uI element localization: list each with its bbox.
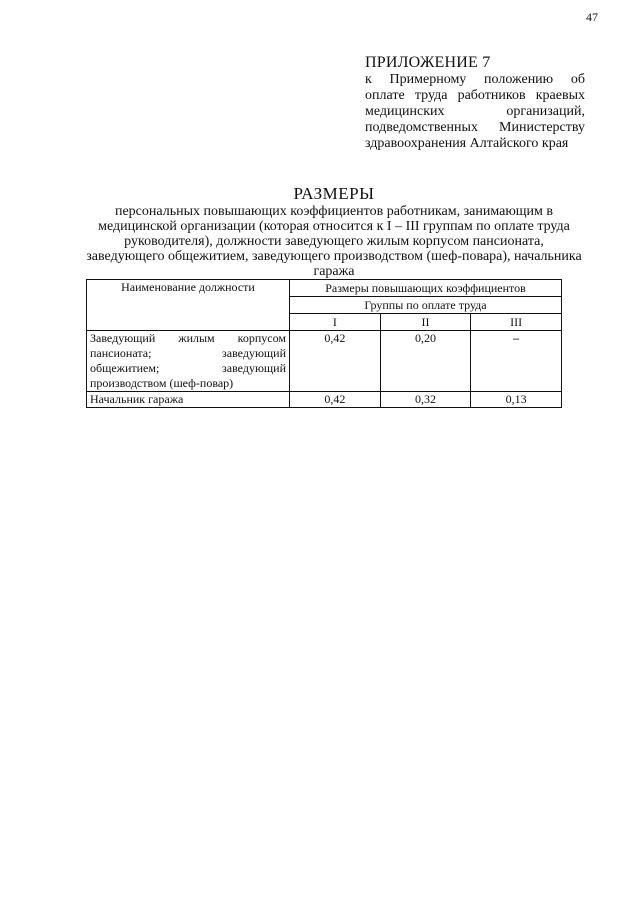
table-header-row [87,280,562,297]
document-heading [86,184,582,279]
row-value-group-3: 0,13 [471,392,562,408]
header-sizes: Размеры повышающих коэффициентов [290,280,562,297]
row-value-group-3: – [471,331,562,392]
heading-subtitle: персональных повышающих коэффициентов работникам, занимающим в медицинской организации (которая относится к I – III группам по оплате труда руководителя), должности заведующего жилым корпусом пансионата, заведующего общежитием, заведующего производством (шеф-повара), начальника гаража [86,204,582,279]
page-number: 47 [586,10,598,24]
row-value-group-1: 0,42 [290,392,381,408]
row-position-name: Заведующий жилым корпусом пансионата; заведующий общежитием; заведующий производством (шеф-повар) [87,331,290,392]
table-row [87,392,562,408]
header-group-2: II [380,314,471,331]
header-group-3: III [471,314,562,331]
appendix-block [365,53,585,152]
header-groups: Группы по оплате труда [290,297,562,314]
row-position-name: Начальник гаража [87,392,290,408]
header-position: Наименование должности [87,280,290,331]
table-row [87,331,562,392]
appendix-text: к Примерному положению об оплате труда работников краевых медицинских организаций, подведомственных Министерству здравоохранения Алтайского края [365,72,585,151]
appendix-title: ПРИЛОЖЕНИЕ 7 [365,54,491,71]
coefficients-table [86,279,562,408]
header-group-1: I [290,314,381,331]
row-value-group-1: 0,42 [290,331,381,392]
heading-title: РАЗМЕРЫ [293,184,375,203]
row-value-group-2: 0,32 [380,392,471,408]
row-value-group-2: 0,20 [380,331,471,392]
